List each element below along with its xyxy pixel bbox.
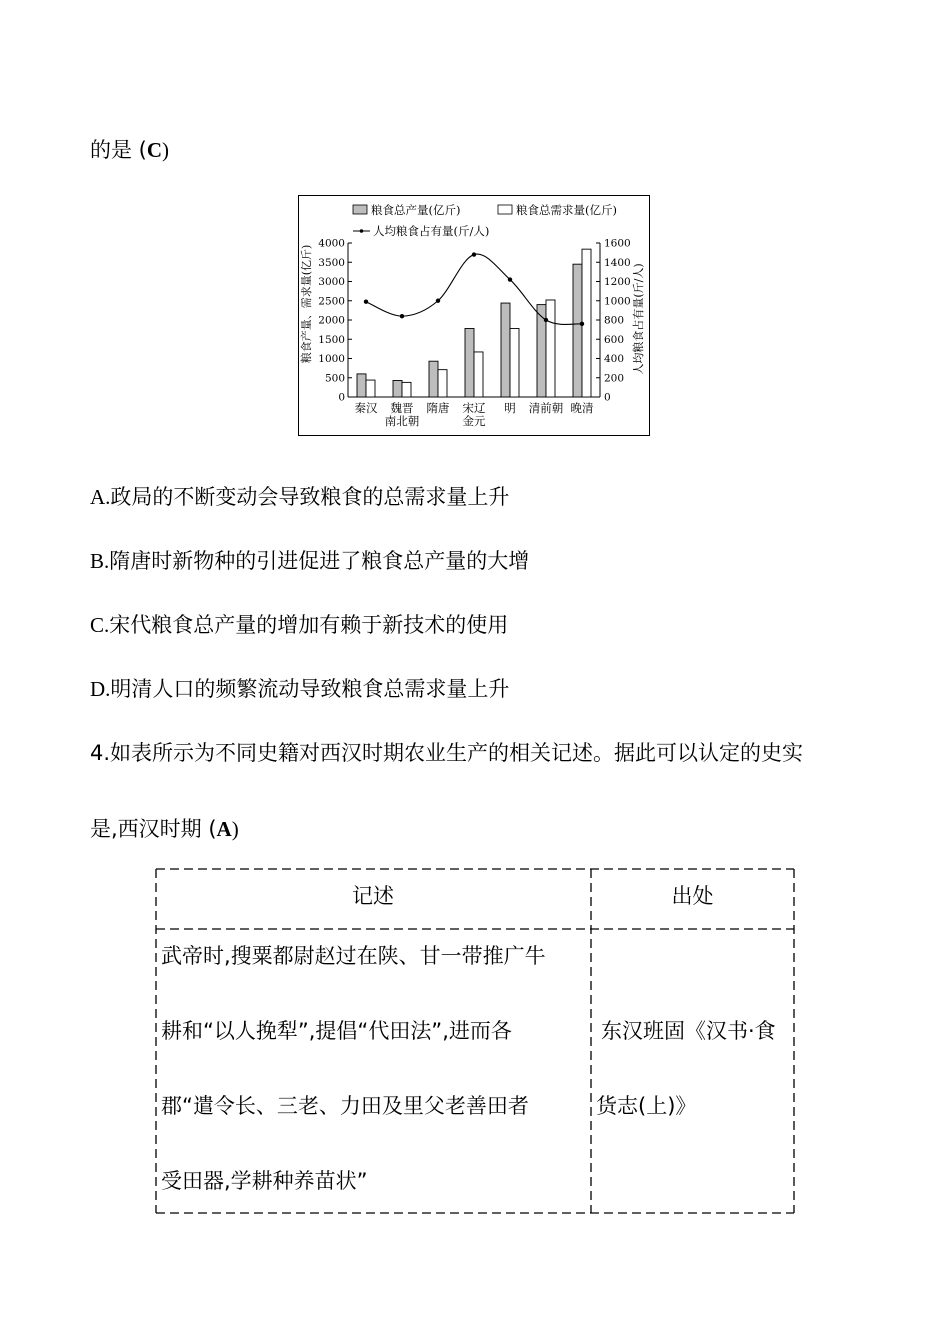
question4-answer: A: [216, 817, 232, 841]
record-line-4: 受田器,学耕种养苗状”: [161, 1169, 368, 1193]
x-tick-label: 魏晋: [390, 401, 414, 415]
option-c-letter: C.: [90, 613, 110, 637]
x-tick-label: 清前朝: [528, 401, 564, 415]
record-line-3: 郡“遣令长、三老、力田及里父老善田者: [161, 1094, 529, 1118]
legend-per-capita: 人均粮食占有量(斤/人): [373, 224, 490, 238]
option-c-text: 宋代粮食总产量的增加有赖于新技术的使用: [109, 613, 509, 637]
y-right-tick-label: 1600: [604, 237, 631, 250]
option-b-text: 隋唐时新物种的引进促进了粮食总产量的大增: [109, 549, 530, 573]
option-a-text: 政局的不断变动会导致粮食的总需求量上升: [110, 485, 510, 509]
bar-production: [501, 303, 510, 397]
table-header-record: 记述: [352, 884, 394, 908]
bar-production: [465, 328, 474, 397]
question4-close: ): [231, 817, 239, 841]
y-left-tick-label: 2000: [318, 314, 345, 327]
y-left-tick-label: 1500: [318, 333, 345, 346]
option-a-letter: A.: [90, 485, 111, 509]
x-tick-label: 南北朝: [384, 414, 420, 428]
per-capita-point: [580, 322, 584, 326]
bar-production: [429, 361, 438, 397]
records-table: [155, 868, 795, 1214]
x-tick-label: 隋唐: [426, 401, 450, 415]
y-left-tick-label: 3500: [318, 256, 345, 269]
y-right-tick-label: 600: [604, 333, 625, 346]
y-left-tick-label: 0: [338, 391, 345, 404]
question4-text: 是,西汉时期 (: [90, 817, 217, 841]
per-capita-point: [508, 277, 512, 281]
bar-demand: [546, 300, 555, 397]
bar-production: [573, 264, 582, 397]
record-line-2: 耕和“以人挽犁”,提倡“代田法”,进而各: [161, 1019, 512, 1043]
x-tick-label: 明: [504, 401, 516, 415]
question4-line1: 4.如表所示为不同史籍对西汉时期农业生产的相关记述。据此可以认定的史实: [90, 741, 804, 765]
y-right-tick-label: 1200: [604, 276, 631, 288]
per-capita-point: [472, 252, 476, 256]
intro-answer: C: [146, 138, 163, 162]
per-capita-point: [364, 300, 368, 304]
option-b-letter: B.: [90, 549, 110, 573]
y-left-label: 粮食产量、需求量(亿斤): [300, 244, 313, 364]
y-right-tick-label: 400: [604, 353, 625, 365]
option-b: [90, 551, 529, 572]
bar-demand: [510, 328, 519, 397]
y-left-tick-label: 2500: [318, 295, 345, 308]
bar-demand: [402, 382, 411, 397]
bar-demand: [474, 352, 483, 397]
per-capita-point: [544, 318, 548, 322]
y-left-tick-label: 3000: [318, 276, 345, 288]
y-right-tick-label: 800: [604, 314, 625, 327]
y-right-tick-label: 1000: [604, 295, 631, 308]
table-header-source: 出处: [671, 884, 714, 908]
legend-swatch-demand: [498, 205, 512, 214]
intro-line: [90, 140, 169, 161]
y-right-tick-label: 1400: [604, 256, 631, 269]
bar-demand: [366, 380, 375, 397]
per-capita-point: [400, 314, 404, 318]
option-a: [90, 487, 509, 508]
bar-production: [357, 374, 366, 397]
x-tick-label: 宋辽: [462, 401, 486, 415]
x-tick-label: 金元: [462, 414, 486, 428]
intro-text: 的是 (: [90, 138, 147, 162]
x-tick-label: 晚清: [570, 401, 594, 415]
option-c: [90, 615, 508, 636]
legend-demand: 粮食总需求量(亿斤): [516, 203, 617, 217]
y-right-tick-label: 200: [604, 372, 625, 385]
y-left-tick-label: 500: [324, 372, 345, 385]
record-line-1: 武帝时,搜粟都尉赵过在陕、甘一带推广牛: [161, 944, 546, 968]
per-capita-point: [436, 299, 440, 303]
legend-production: 粮食总产量(亿斤): [371, 203, 461, 217]
intro-close: ): [162, 138, 170, 162]
option-d: [90, 679, 509, 700]
y-right-tick-label: 0: [604, 391, 611, 404]
grain-chart: [298, 195, 650, 437]
bar-production: [393, 380, 402, 397]
source-line-1: 东汉班固《汉书·食: [601, 1019, 776, 1043]
y-left-tick-label: 1000: [318, 353, 345, 365]
option-d-letter: D.: [90, 677, 111, 701]
x-tick-label: 秦汉: [354, 401, 378, 415]
y-right-label: 人均粮食占有量(斤/人): [632, 263, 645, 375]
bar-demand: [438, 370, 447, 397]
source-line-2: 货志(上)》: [596, 1094, 697, 1118]
question4-line2: [90, 819, 239, 840]
legend-line-marker: [360, 229, 364, 233]
legend-swatch-production: [353, 205, 367, 214]
option-d-text: 明清人口的频繁流动导致粮食总需求量上升: [110, 677, 510, 701]
y-left-tick-label: 4000: [318, 237, 345, 250]
